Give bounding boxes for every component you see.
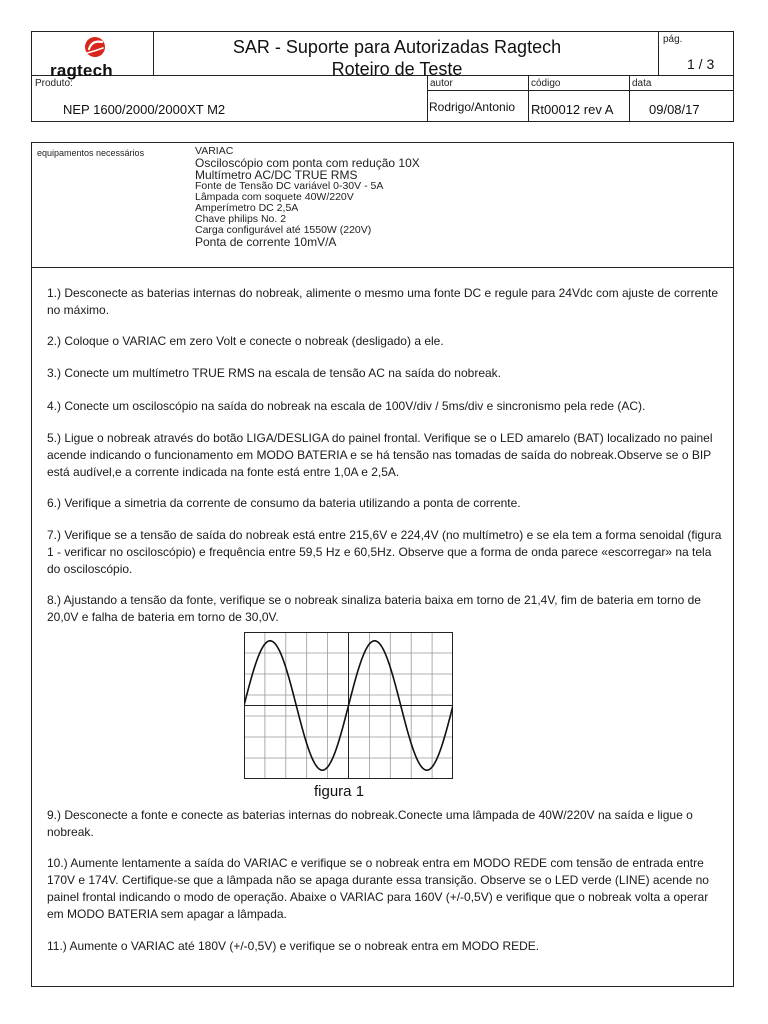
sine-wave-diagram [244,632,453,779]
page-number: 1 / 3 [687,56,715,72]
codigo-value: Rt00012 rev A [531,102,614,117]
equipment-item: Osciloscópio com ponta com redução 10X [195,156,420,170]
autor-label: autor [430,78,453,89]
equipment-item: Chave philips No. 2 [195,213,287,225]
figure-caption: figura 1 [314,783,365,800]
test-step: 3.) Conecte um multímetro TRUE RMS na escala de tensão AC na saída do nobreak. [47,366,502,380]
test-step: 9.) Desconecte a fonte e conecte as baterias internas do nobreak.Conecte uma lâmpada de 40W/220V na saída e ligue o nobreak. [47,808,693,839]
equipment-item: Amperímetro DC 2,5A [195,202,299,214]
codigo-label: código [531,78,561,89]
test-step: 5.) Ligue o nobreak através do botão LIGA/DESLIGA do painel frontal. Verifique se o LED amarelo (BAT) localizado no painel acende indicando o funcionamento em MODO BATERIA e se há tensão nas tomadas de saída do nobreak.Observe se o BIP está audível,e a corrente indicada na fonte está entre 1,0A e 2,5A. [47,431,713,479]
autor-value: Rodrigo/Antonio [429,100,516,114]
header-divider [629,76,630,121]
header-divider [427,76,428,121]
document-title: SAR - Suporte para Autorizadas Ragtech [232,37,562,57]
test-step: 4.) Conecte um osciloscópio na saída do nobreak na escala de 100V/div / 5ms/div e sincronismo pela rede (AC). [47,399,646,413]
test-step: 7.) Verifique se a tensão de saída do nobreak está entre 215,6V e 224,4V (no multímetro) e se ela tem a forma senoidal (figura 1 - verificar no osciloscópio) e frequência entre 59,5 Hz e 60,5Hz. Observe que a forma de onda parece «escorregar» na tela do osciloscópio. [47,528,722,576]
equipment-label: equipamentos necessários [37,148,145,158]
document-header [31,31,734,122]
page-label: pág. [663,34,683,45]
test-steps-section [31,267,734,987]
produto-label: Produto: [35,78,73,89]
test-step: 10.) Aumente lentamente a saída do VARIAC e verifique se o nobreak entra em MODO REDE com tensão de entrada entre 170V e 174V. Certifique-se que a lâmpada não se apaga durante essa transição. Observe se o LED verde (LINE) acende no painel frontal indicando o modo de operação. Abaixe o VARIAC para 160V (+/-0,5V) e verifique que o nobreak volta a operar em MODO BATERIA sem apagar a lâmpada. [47,856,709,921]
equipment-item: Multímetro AC/DC TRUE RMS [195,168,358,182]
equipment-item: Carga configurável até 1550W (220V) [195,224,372,236]
header-divider [427,90,733,91]
equipment-list [195,146,420,248]
ragtech-logo [40,36,150,80]
test-step: 6.) Verifique a simetria da corrente de consumo da bateria utilizando a ponta de corrente. [47,496,521,510]
test-step: 1.) Desconecte as baterias internas do nobreak, alimente o mesmo uma fonte DC e regule para 24Vdc com ajuste de corrente no máximo. [47,286,719,317]
data-label: data [632,78,652,89]
equipment-item: Fonte de Tensão DC variável 0-30V - 5A [195,180,384,192]
equipment-item: Ponta de corrente 10mV/A [195,235,337,249]
logo-text: ragtech [50,61,113,80]
test-step: 2.) Coloque o VARIAC em zero Volt e conecte o nobreak (desligado) a ele. [47,334,444,348]
oscilloscope-figure [244,632,453,779]
data-value: 09/08/17 [649,102,700,117]
document-subtitle: Roteiro de Teste [331,59,463,79]
equipment-item: Lâmpada com soquete 40W/220V [195,191,354,203]
header-divider [528,76,529,121]
header-divider [153,32,154,76]
produto-value: NEP 1600/2000/2000XT M2 [63,102,226,117]
test-step: 11.) Aumente o VARIAC até 180V (+/-0,5V) e verifique se o nobreak entra em MODO REDE. [47,939,540,953]
equipment-item: VARIAC [195,145,234,157]
header-divider [658,32,659,76]
equipment-section [31,142,734,267]
test-step: 8.) Ajustando a tensão da fonte, verifique se o nobreak sinaliza bateria baixa em torno de 21,4V, fim de bateria em torno de 20,0V e falha de bateria em torno de 30,0V. [47,593,701,624]
